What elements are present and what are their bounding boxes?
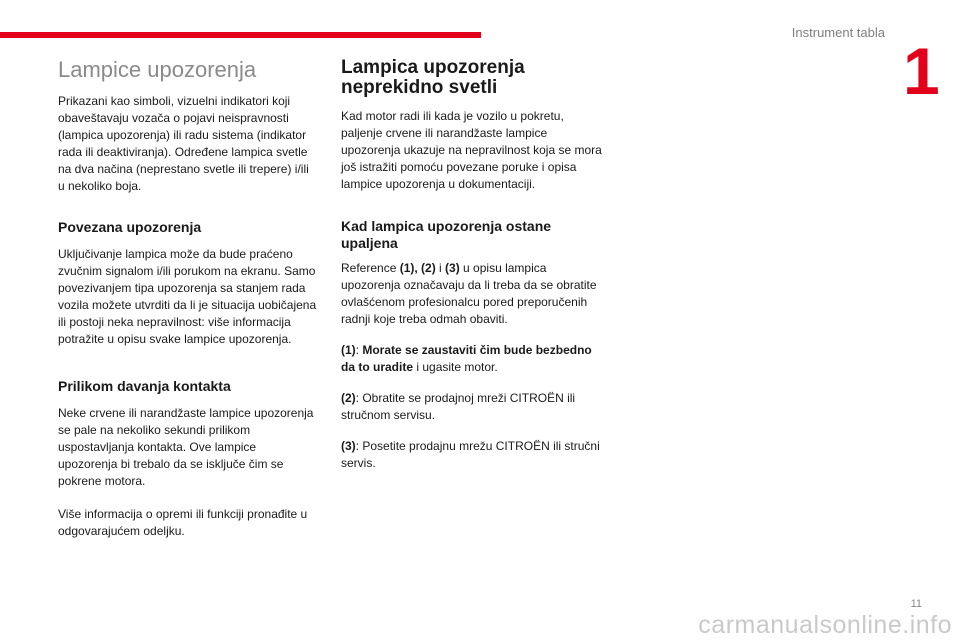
intro-paragraph: Prikazani kao simboli, vizuelni indikatori koji obaveštavaju vozača o pojavi neispravnosti (lampica upozorenja) ili radu sistema (indikator rada ili deaktiviranja). Određene lampica svetle na dva načina (neprestano svetle ili trepere) i/ili u nekoliko boja.	[58, 94, 309, 193]
related-warnings-paragraph: Uključivanje lampica može da bude praćeno zvučnim signalom i/ili porukom na ekranu. Samo povezivanjem tipa upozorenja sa stanjem rada vozila možete utvrditi da li je situacija uobičajena ili postoji neka nepravilnost: više informacija potražite u opisu svake lampice upozorenja.	[58, 247, 317, 346]
right-column	[341, 58, 606, 472]
left-column	[58, 58, 318, 540]
reference-3-paragraph: (3): Posetite prodajnu mrežu CITROËN ili stručni servis.	[341, 439, 600, 470]
references-paragraph: Reference (1), (2) i (3) u opisu lampica upozorenja označavaju da li treba da se obratite ovlašćenom profesionalcu pored preporučenih radnji koje treba odmah obaviti.	[341, 261, 597, 326]
page-number: 11	[910, 598, 922, 610]
section-title-warning-lamps: Lampice upozorenja	[58, 57, 257, 82]
chapter-title: Instrument tabla	[791, 25, 885, 40]
chapter-number: 1	[903, 34, 940, 108]
section-title-lamp-steady: Lampica upozorenja neprekidno svetli	[341, 57, 525, 98]
more-info-paragraph: Više informacija o opremi ili funkciji pronađite u odgovarajućem odeljku.	[58, 507, 308, 538]
heading-related-warnings: Povezana upozorenja	[58, 219, 202, 235]
header-accent-bar	[0, 32, 481, 38]
heading-lamp-stays-on: Kad lampica upozorenja ostane upaljena	[341, 218, 552, 251]
reference-2-paragraph: (2): Obratite se prodajnoj mreži CITROËN ili stručnom servisu.	[341, 391, 576, 422]
reference-1-paragraph: (1): Morate se zaustaviti čim bude bezbedno da to uradite i ugasite motor.	[341, 343, 592, 374]
ignition-paragraph: Neke crvene ili narandžaste lampice upozorenja se pale na nekoliko sekundi prilikom uspostavljanja kontakta. Ove lampice upozorenja bi trebalo da se isključe čim se pokrene motora.	[58, 406, 314, 488]
watermark-logo: carmanualsonline.info	[698, 611, 952, 639]
steady-intro-paragraph: Kad motor radi ili kada je vozilo u pokretu, paljenje crvene ili narandžaste lampice upozorenja ukazuje na nepravilnost koja se mora još istražiti pomoću povezane poruke i opisa lampice upozorenja u dokumentaciji.	[341, 109, 602, 191]
heading-ignition: Prilikom davanja kontakta	[58, 378, 231, 394]
